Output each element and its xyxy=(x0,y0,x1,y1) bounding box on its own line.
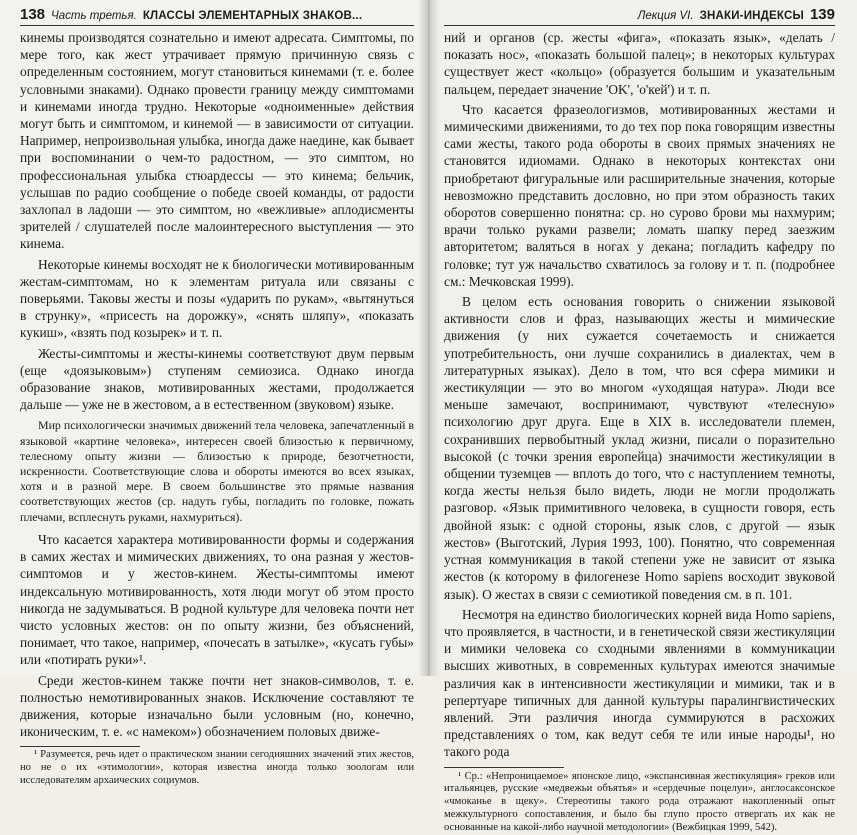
right-head-part: Лекция VI. xyxy=(637,10,694,22)
right-footnote xyxy=(444,771,835,835)
paragraph: Некоторые кинемы восходят не к биологически мотивированным жестам-симптомам, но к элементам ритуала или связаны с поверьями. Таковы жесты и позы «ударить по рукам», «вытянуться в струнку», «присесть на дорожку», «снять шляпу», «показать кукиш», «взять под козырек» и т. п. xyxy=(20,256,414,341)
footnote-rule xyxy=(20,746,140,747)
paragraph: ний и органов (ср. жесты «фига», «показать язык», «делать / показать нос», «показать большой палец»; в некоторых культурах существует жест «кольцо» (образуется большим и указательным пальцем, передает значение 'OK', 'о'кей') и т. п. xyxy=(444,30,835,97)
paragraph: В целом есть основания говорить о снижении языковой активности слов и фраз, называющих жесты и мимические движения (у них сужается сочетаемость и снижается употребительность, они лучше сохранились в диалектах, чем в литературных языках). Дело в том, что вся сфера мимики и жестикуляции — это во многом «уходящая натура». Люди все меньше замечают, воспринимают, чувствуют «телесную» психологию друг друга. Еще в XIX в. исследователи племен, сохранивших первобытный уклад жизни, писали о поразительно высокой (с точки зрения европейца) значимости жестикуляции в общении туземцев — вплоть до того, что с наступлением темноты, когда жесты нельзя было видеть, люди не могли продолжать разговор. «Язык примитивного человека, в сущности говоря, есть двойной язык: с одной стороны, язык слов, с другой — язык жестов» (Выготский, Лурия 1993, 100). Понятно, что современная устная коммуникация в такой степени уже не зависит от языка жестов (к которому в филогенезе Homo sapiens восходит звуковой язык). О жестах в связи с семиотикой поведения см. в п. 101. xyxy=(444,294,835,602)
paragraph: Что касается характера мотивированности формы и содержания в самих жестах и мимических движениях, то она разная у жестов-симптомов и у жестов-кинем. Жесты-симптомы имеют индексальную мотивированность, хотя люди могут об этом просто никогда не задумываться. В родной культуре для человека почти нет чисто условных жестов: он по опыту жизни, без объяснений, понимает, что такое, например, «почесать в затылке», «кусать губы» или «потирать руки»¹. xyxy=(20,531,414,668)
paragraph: Среди жестов-кинем также почти нет знаков-символов, т. е. полностью немотивированных знаков. Исключение составляют те движения, которые изначально были условным (но, конечно, иконическим, т. е. «с намеком») обозначением половых движе- xyxy=(20,672,414,740)
left-footnote xyxy=(20,749,414,787)
footnote-text: ¹ Разумеется, речь идет о практическом знании сегодняшних значений этих жестов, но не о их «этимологии», которая известна иногда только зоологам или исследователям архаических социумов. xyxy=(20,749,414,786)
left-head-part: Часть третья. xyxy=(51,10,137,22)
right-running-head xyxy=(444,6,835,26)
paragraph: Что касается фразеологизмов, мотивированных жестами и мимическими движениями, то до тех пор пока говорящим известны сами жесты, такого рода обороты в своих прямых значениях не становятся идиомами. Однако в некоторых контекстах они приобретают фигуральные или расширительные значения, которые невозможно представить дословно, но при этом образность таких оборотов совершенно понятна: ср. но сурово брови мы нахмурим; врачи только руками развели; ломать шапку перед заезжим авторитетом; валяться в ногах у декана; погладить кафедру по головке; тут уж начальство схватилось за голову и т. п. (подробнее см.: Мечковская 1999). xyxy=(444,101,835,289)
right-body-text xyxy=(444,29,835,761)
left-page-number: 138 xyxy=(20,6,46,23)
paragraph: Несмотря на единство биологических корней вида Homo sapiens, что проявляется, в частности, и в генетической связи жестикуляции и мимики человека со сходными явлениями в коммуникации высших животных, в современных культурах имеются значимые различия как в интенсивности жестикуляции и мимики, так и в репертуаре типичных для данной культуры паралингвистических явлений. Эти различия иногда суммируются в расхожих представлениях о том, как ведут себя те или иные народы¹, но такого рода xyxy=(444,606,835,760)
left-running-head xyxy=(20,6,414,26)
footnote-rule xyxy=(444,767,564,768)
small-paragraph: Мир психологически значимых движений тела человека, запечатленный в языковой «картине человека», интересен своей близостью к первичному, телесному опыту жизни — близостью к природе, безотчетности, искренности. Соответствующие слова и обороты имеются во всех языках, хотя и в разной мере. В своем большинстве это прямые названия соответствующих жестов (ср. надуть губы, погладить по головке, пожать плечами, всплеснуть руками, нахмуриться). xyxy=(20,418,414,524)
right-page-number: 139 xyxy=(809,6,835,23)
left-body-text-2 xyxy=(20,531,414,740)
paragraph: кинемы производятся сознательно и имеют адресата. Симптомы, по мере того, как жест утрачивает прямую причинную связь с определенным состоянием, могут становиться кинемами (т. е. более условными знаками). Однако провести границу между симптомами и кинемами иногда трудно. Некоторые «одноименные» действия могут быть и симптомом, и кинемой — в зависимости от ситуации. Например, непроизвольная улыбка, иногда даже наедине, как бывает при воспоминании о чем-то радостном, — это симптом, но профессиональная улыбка стюардессы — это кинема; бельчик, услышав по радио сообщение о победе своей команды, от радости захлопал в ладоши — это симптом, но «вежливые» аплодисменты зрителей / слушателей после малоинтересного выступления — это кинема. xyxy=(20,30,414,252)
left-page xyxy=(0,0,428,786)
footnote-text: ¹ Ср.: «Непроницаемое» японское лицо, «экспансивная жестикуляция» греков или итальянцев, русские «медвежьи объятья» и «сердечные поцелуи», англосаксонское «чмоканье в щеку». Стереотипы такого рода отражают накопленный опыт межкультурного сопоставления, и было бы глупо просто отвергать их как не основанные на какой-либо научной методологии» (Вежбицкая 1999, 542). xyxy=(444,770,835,833)
right-page xyxy=(428,0,857,833)
left-small-print xyxy=(20,418,414,524)
paragraph: Жесты-симптомы и жесты-кинемы соответствуют двум первым (еще «доязыковым») ступеням семиозиса. Однако иногда образование знаков, мотивированных жестами, продолжается дальше — уже не в жестовом, а в естественном (звуковом) языке. xyxy=(20,345,414,413)
left-body-text xyxy=(20,29,414,413)
left-head-title: КЛАССЫ ЭЛЕМЕНТАРНЫХ ЗНАКОВ... xyxy=(142,10,363,22)
right-head-title: ЗНАКИ-ИНДЕКСЫ xyxy=(699,10,804,22)
